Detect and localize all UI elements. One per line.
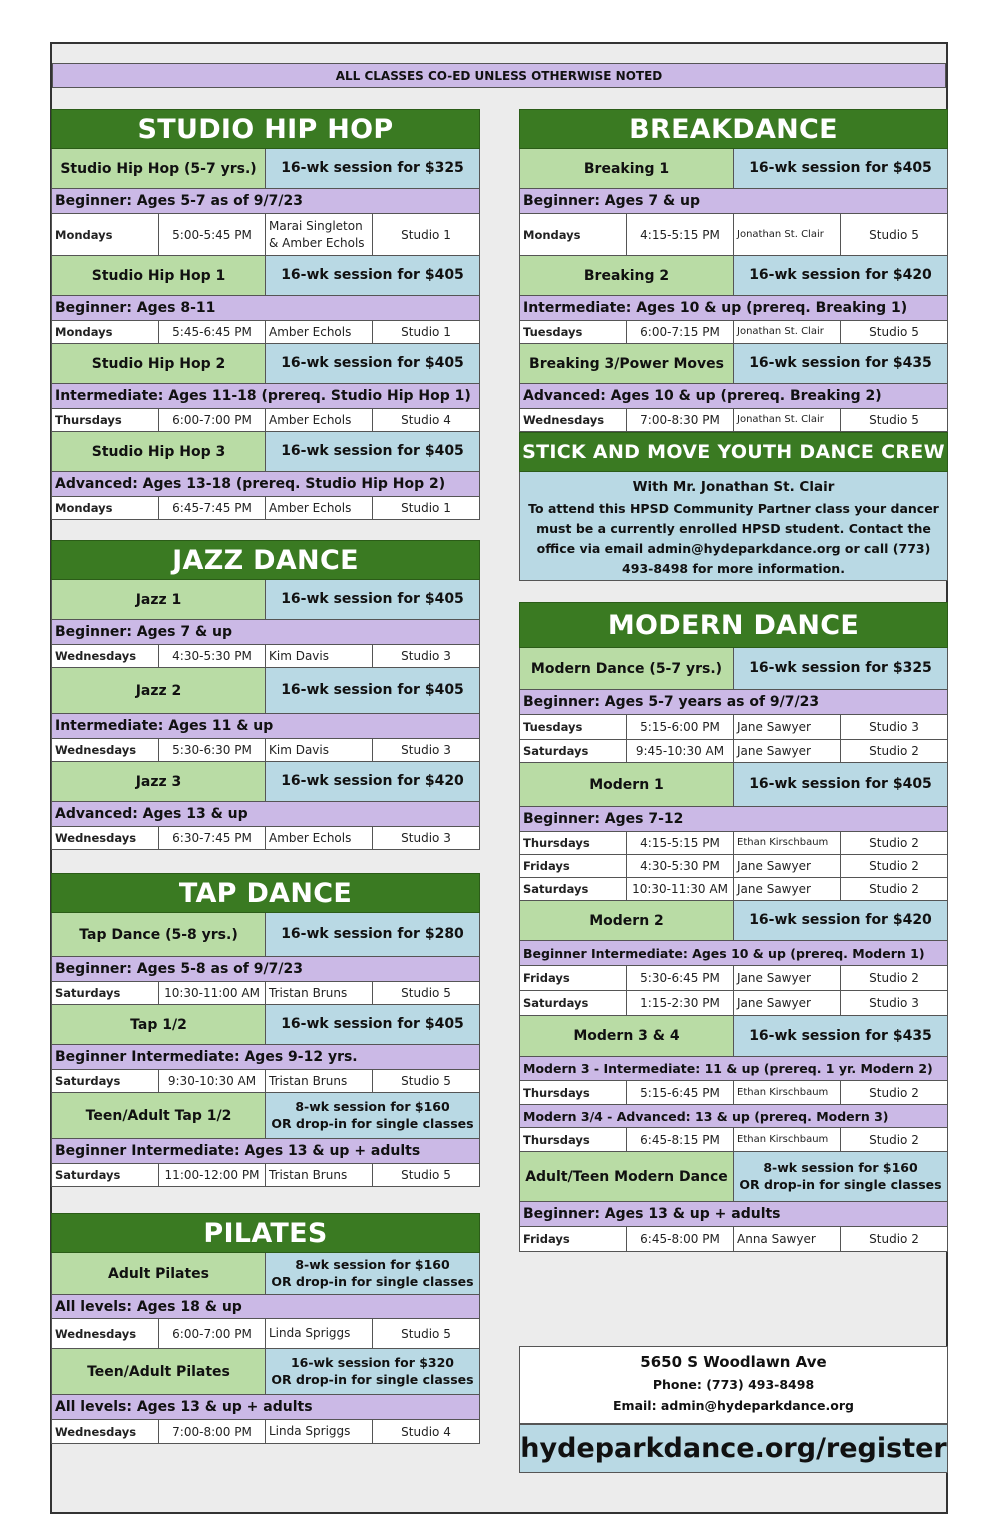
class-row	[519, 763, 948, 807]
schedule-row	[519, 740, 948, 763]
schedule-instructor: Amber Echols	[266, 497, 373, 519]
schedule-time: 9:45-10:30 AM	[627, 740, 734, 762]
schedule-day: Thursdays	[520, 1081, 627, 1104]
schedule-row	[519, 832, 948, 855]
class-price: 16-wk session for $280	[266, 913, 479, 956]
class-row	[51, 344, 480, 384]
schedule-day: Wednesdays	[52, 645, 159, 667]
schedule-row	[51, 739, 480, 762]
class-price: 16-wk session for $405	[266, 344, 479, 383]
schedule-row	[519, 855, 948, 878]
right-column	[519, 109, 948, 1252]
schedule-time: 7:00-8:00 PM	[159, 1420, 266, 1443]
schedule-instructor: Tristan Bruns	[266, 1070, 373, 1092]
schedule-time: 4:15-5:15 PM	[627, 214, 734, 255]
schedule-instructor: Ethan Kirschbaum	[734, 832, 841, 854]
schedule-day: Saturdays	[52, 982, 159, 1004]
schedule-room: Studio 4	[401, 1424, 451, 1439]
schedule-row	[519, 321, 948, 344]
schedule-time: 6:00-7:15 PM	[627, 321, 734, 343]
class-row	[519, 149, 948, 189]
class-name: Studio Hip Hop 3	[52, 432, 266, 471]
schedule-room: Studio 5	[869, 413, 919, 427]
schedule-instructor: Linda Spriggs	[266, 1319, 373, 1348]
class-price: 16-wk session for $320 OR drop-in for single classes	[266, 1349, 479, 1394]
schedule-time: 4:30-5:30 PM	[627, 855, 734, 877]
schedule-time: 5:30-6:30 PM	[159, 739, 266, 761]
schedule-time: 5:45-6:45 PM	[159, 321, 266, 343]
schedule-room: Studio 5	[401, 986, 451, 1000]
section-title-modern: MODERN DANCE	[519, 602, 948, 648]
schedule-instructor: Jane Sawyer	[734, 715, 841, 739]
schedule-room: Studio 1	[401, 501, 451, 515]
schedule-day: Wednesdays	[52, 827, 159, 849]
class-price: 16-wk session for $420	[266, 762, 479, 801]
class-price: 8-wk session for $160 OR drop-in for single classes	[266, 1093, 479, 1138]
schedule-day: Mondays	[52, 497, 159, 519]
schedule-room: Studio 5	[401, 1074, 451, 1088]
class-name: Studio Hip Hop (5-7 yrs.)	[52, 149, 266, 188]
schedule-time: 6:00-7:00 PM	[159, 409, 266, 431]
class-name: Modern 3 & 4	[520, 1016, 734, 1056]
schedule-day: Fridays	[520, 966, 627, 990]
level-row: Beginner: Ages 8-11	[51, 296, 480, 321]
class-name: Breaking 2	[520, 256, 734, 295]
class-price: 16-wk session for $435	[734, 344, 947, 383]
class-price: 16-wk session for $405	[734, 763, 947, 806]
crew-lead: With Mr. Jonathan St. Clair	[632, 479, 835, 495]
schedule-time: 7:00-8:30 PM	[627, 409, 734, 431]
schedule-row	[51, 321, 480, 344]
schedule-row	[51, 409, 480, 432]
class-name: Jazz 2	[52, 668, 266, 713]
class-price: 16-wk session for $405	[266, 432, 479, 471]
section-title-tap: TAP DANCE	[51, 873, 480, 913]
register-link[interactable]: hydeparkdance.org/register	[519, 1424, 948, 1473]
schedule-time: 6:45-7:45 PM	[159, 497, 266, 519]
section-title-pilates: PILATES	[51, 1213, 480, 1253]
schedule-room: Studio 2	[869, 744, 919, 758]
class-row	[51, 432, 480, 472]
schedule-instructor: Tristan Bruns	[266, 982, 373, 1004]
schedule-time: 6:30-7:45 PM	[159, 827, 266, 849]
schedule-instructor: Jane Sawyer	[734, 855, 841, 877]
level-row: Beginner: Ages 7 & up	[519, 189, 948, 214]
schedule-time: 5:15-6:45 PM	[627, 1081, 734, 1104]
class-price: 16-wk session for $325	[266, 149, 479, 188]
schedule-row	[519, 991, 948, 1016]
level-row: Beginner Intermediate: Ages 10 & up (prereq. Modern 1)	[519, 941, 948, 966]
left-column	[51, 109, 480, 1444]
schedule-time: 11:00-12:00 PM	[159, 1164, 266, 1186]
schedule-room: Studio 2	[869, 882, 919, 896]
class-row	[51, 149, 480, 189]
section-title-hiphop: STUDIO HIP HOP	[51, 109, 480, 149]
contact-box	[519, 1346, 948, 1424]
crew-body: To attend this HPSD Community Partner class your dancer must be a currently enrolled HPSD student. Contact the office via email admin@hydeparkdance.org or call (773) 493-8498 for more information.	[528, 500, 939, 576]
class-price: 8-wk session for $160 OR drop-in for single classes	[266, 1253, 479, 1294]
class-row	[519, 256, 948, 296]
schedule-row	[51, 1070, 480, 1093]
schedule-instructor: Jane Sawyer	[734, 966, 841, 990]
schedule-instructor: Jane Sawyer	[734, 991, 841, 1015]
section-title-jazz: JAZZ DANCE	[51, 540, 480, 580]
schedule-row	[519, 715, 948, 740]
schedule-row	[519, 1128, 948, 1152]
class-name: Adult/Teen Modern Dance	[520, 1152, 734, 1201]
class-row	[519, 648, 948, 690]
level-row: Beginner Intermediate: Ages 13 & up + adults	[51, 1139, 480, 1164]
schedule-time: 10:30-11:00 AM	[159, 982, 266, 1004]
schedule-instructor: Tristan Bruns	[266, 1164, 373, 1186]
schedule-room: Studio 1	[401, 325, 451, 339]
email: Email: admin@hydeparkdance.org	[613, 1398, 854, 1413]
schedule-day: Mondays	[52, 321, 159, 343]
class-row	[51, 1349, 480, 1395]
schedule-day: Saturdays	[52, 1070, 159, 1092]
class-name: Modern Dance (5-7 yrs.)	[520, 648, 734, 689]
schedule-row	[51, 1319, 480, 1349]
schedule-time: 4:30-5:30 PM	[159, 645, 266, 667]
schedule-row	[51, 827, 480, 850]
schedule-room: Studio 5	[401, 1168, 451, 1182]
schedule-day: Mondays	[520, 214, 627, 255]
section-title-breakdance: BREAKDANCE	[519, 109, 948, 149]
schedule-row	[51, 214, 480, 256]
schedule-room: Studio 2	[869, 1132, 919, 1147]
schedule-day: Wednesdays	[52, 739, 159, 761]
class-name: Jazz 3	[52, 762, 266, 801]
class-price: 8-wk session for $160 OR drop-in for single classes	[734, 1152, 947, 1201]
schedule-time: 1:15-2:30 PM	[627, 991, 734, 1015]
schedule-time: 9:30-10:30 AM	[159, 1070, 266, 1092]
schedule-day: Thursdays	[520, 832, 627, 854]
schedule-instructor: Jane Sawyer	[734, 740, 841, 762]
schedule-time: 4:15-5:15 PM	[627, 832, 734, 854]
schedule-room: Studio 5	[869, 227, 919, 242]
class-row	[51, 580, 480, 620]
class-price: 16-wk session for $435	[734, 1016, 947, 1056]
level-row: All levels: Ages 18 & up	[51, 1295, 480, 1319]
class-row	[519, 344, 948, 384]
schedule-row	[51, 1164, 480, 1187]
schedule-room: Studio 3	[401, 649, 451, 663]
schedule-time: 6:45-8:15 PM	[627, 1128, 734, 1151]
schedule-day: Fridays	[520, 1227, 627, 1251]
schedule-instructor: Jonathan St. Clair	[734, 214, 841, 255]
schedule-instructor: Linda Spriggs	[266, 1420, 373, 1443]
schedule-room: Studio 3	[401, 831, 451, 845]
schedule-instructor: Jane Sawyer	[734, 878, 841, 900]
level-row: Beginner: Ages 13 & up + adults	[519, 1202, 948, 1227]
address: 5650 S Woodlawn Ave	[640, 1353, 827, 1371]
schedule-row	[519, 214, 948, 256]
class-row	[519, 901, 948, 941]
schedule-room: Studio 2	[869, 836, 919, 850]
phone: Phone: (773) 493-8498	[652, 1377, 815, 1392]
schedule-time: 6:45-8:00 PM	[627, 1227, 734, 1251]
schedule-room: Studio 2	[869, 859, 919, 873]
class-row	[51, 668, 480, 714]
class-price: 16-wk session for $405	[266, 580, 479, 619]
class-row	[51, 256, 480, 296]
class-price: 16-wk session for $325	[734, 648, 947, 689]
level-row: Modern 3 - Intermediate: 11 & up (prereq. 1 yr. Modern 2)	[519, 1057, 948, 1081]
class-row	[519, 1016, 948, 1057]
level-row: Advanced: Ages 10 & up (prereq. Breaking 2)	[519, 384, 948, 409]
class-name: Studio Hip Hop 2	[52, 344, 266, 383]
level-row: All levels: Ages 13 & up + adults	[51, 1395, 480, 1420]
class-name: Jazz 1	[52, 580, 266, 619]
schedule-room: Studio 4	[401, 413, 451, 427]
schedule-row	[519, 1081, 948, 1105]
schedule-row	[51, 497, 480, 520]
schedule-room: Studio 2	[869, 1232, 919, 1246]
level-row: Intermediate: Ages 11-18 (prereq. Studio Hip Hop 1)	[51, 384, 480, 409]
class-name: Breaking 1	[520, 149, 734, 188]
schedule-row	[519, 409, 948, 432]
schedule-time: 5:15-6:00 PM	[627, 715, 734, 739]
class-row	[51, 1253, 480, 1295]
class-name: Studio Hip Hop 1	[52, 256, 266, 295]
schedule-instructor: Anna Sawyer	[734, 1227, 841, 1251]
schedule-row	[51, 645, 480, 668]
class-price: 16-wk session for $420	[734, 256, 947, 295]
class-row	[51, 1093, 480, 1139]
class-name: Modern 1	[520, 763, 734, 806]
class-row	[51, 1005, 480, 1045]
schedule-instructor: Ethan Kirschbaum	[734, 1128, 841, 1151]
class-price: 16-wk session for $420	[734, 901, 947, 940]
schedule-room: Studio 5	[869, 325, 919, 339]
schedule-row	[519, 878, 948, 901]
level-row: Modern 3/4 - Advanced: 13 & up (prereq. Modern 3)	[519, 1105, 948, 1128]
schedule-row	[51, 982, 480, 1005]
level-row: Beginner: Ages 7-12	[519, 807, 948, 832]
co-ed-banner: ALL CLASSES CO-ED UNLESS OTHERWISE NOTED	[52, 63, 946, 88]
level-row: Advanced: Ages 13-18 (prereq. Studio Hip Hop 2)	[51, 472, 480, 497]
crew-info	[519, 472, 948, 581]
schedule-instructor: Ethan Kirschbaum	[734, 1081, 841, 1104]
class-price: 16-wk session for $405	[734, 149, 947, 188]
schedule-instructor: Jonathan St. Clair	[734, 321, 841, 343]
schedule-time: 10:30-11:30 AM	[627, 878, 734, 900]
class-name: Modern 2	[520, 901, 734, 940]
level-row: Beginner: Ages 5-7 as of 9/7/23	[51, 189, 480, 214]
schedule-room: Studio 2	[869, 971, 919, 985]
schedule-room: Studio 2	[869, 1085, 919, 1100]
section-title-crew: STICK AND MOVE YOUTH DANCE CREW	[519, 432, 948, 472]
level-row: Beginner: Ages 5-8 as of 9/7/23	[51, 957, 480, 982]
schedule-row	[519, 966, 948, 991]
class-name: Tap 1/2	[52, 1005, 266, 1044]
class-price: 16-wk session for $405	[266, 256, 479, 295]
level-row: Beginner Intermediate: Ages 9-12 yrs.	[51, 1045, 480, 1070]
schedule-day: Wednesdays	[52, 1420, 159, 1443]
schedule-day: Saturdays	[52, 1164, 159, 1186]
schedule-day: Tuesdays	[520, 321, 627, 343]
schedule-room: Studio 1	[401, 227, 451, 242]
level-row: Intermediate: Ages 11 & up	[51, 714, 480, 739]
schedule-room: Studio 3	[401, 743, 451, 757]
schedule-day: Saturdays	[520, 991, 627, 1015]
schedule-room: Studio 5	[401, 1326, 451, 1341]
class-price: 16-wk session for $405	[266, 668, 479, 713]
schedule-instructor: Amber Echols	[266, 409, 373, 431]
schedule-instructor: Amber Echols	[266, 321, 373, 343]
class-row	[519, 1152, 948, 1202]
schedule-instructor: Kim Davis	[266, 739, 373, 761]
schedule-day: Tuesdays	[520, 715, 627, 739]
schedule-day: Saturdays	[520, 740, 627, 762]
schedule-day: Thursdays	[520, 1128, 627, 1151]
level-row: Intermediate: Ages 10 & up (prereq. Breaking 1)	[519, 296, 948, 321]
schedule-day: Mondays	[52, 214, 159, 255]
schedule-instructor: Amber Echols	[266, 827, 373, 849]
class-price: 16-wk session for $405	[266, 1005, 479, 1044]
schedule-room: Studio 3	[869, 720, 919, 734]
level-row: Beginner: Ages 5-7 years as of 9/7/23	[519, 690, 948, 715]
schedule-day: Saturdays	[520, 878, 627, 900]
schedule-day: Fridays	[520, 855, 627, 877]
class-name: Teen/Adult Tap 1/2	[52, 1093, 266, 1138]
schedule-room: Studio 3	[869, 996, 919, 1010]
class-name: Teen/Adult Pilates	[52, 1349, 266, 1394]
schedule-instructor: Kim Davis	[266, 645, 373, 667]
schedule-row	[51, 1420, 480, 1444]
class-name: Adult Pilates	[52, 1253, 266, 1294]
class-row	[51, 762, 480, 802]
level-row: Beginner: Ages 7 & up	[51, 620, 480, 645]
schedule-day: Wednesdays	[52, 1319, 159, 1348]
schedule-time: 5:30-6:45 PM	[627, 966, 734, 990]
schedule-day: Wednesdays	[520, 409, 627, 431]
level-row: Advanced: Ages 13 & up	[51, 802, 480, 827]
schedule-instructor: Jonathan St. Clair	[734, 409, 841, 431]
schedule-time: 6:00-7:00 PM	[159, 1319, 266, 1348]
schedule-instructor: Marai Singleton & Amber Echols	[266, 214, 373, 255]
schedule-time: 5:00-5:45 PM	[159, 214, 266, 255]
schedule-day: Thursdays	[52, 409, 159, 431]
class-name: Breaking 3/Power Moves	[520, 344, 734, 383]
class-row	[51, 913, 480, 957]
class-name: Tap Dance (5-8 yrs.)	[52, 913, 266, 956]
schedule-row	[519, 1227, 948, 1252]
